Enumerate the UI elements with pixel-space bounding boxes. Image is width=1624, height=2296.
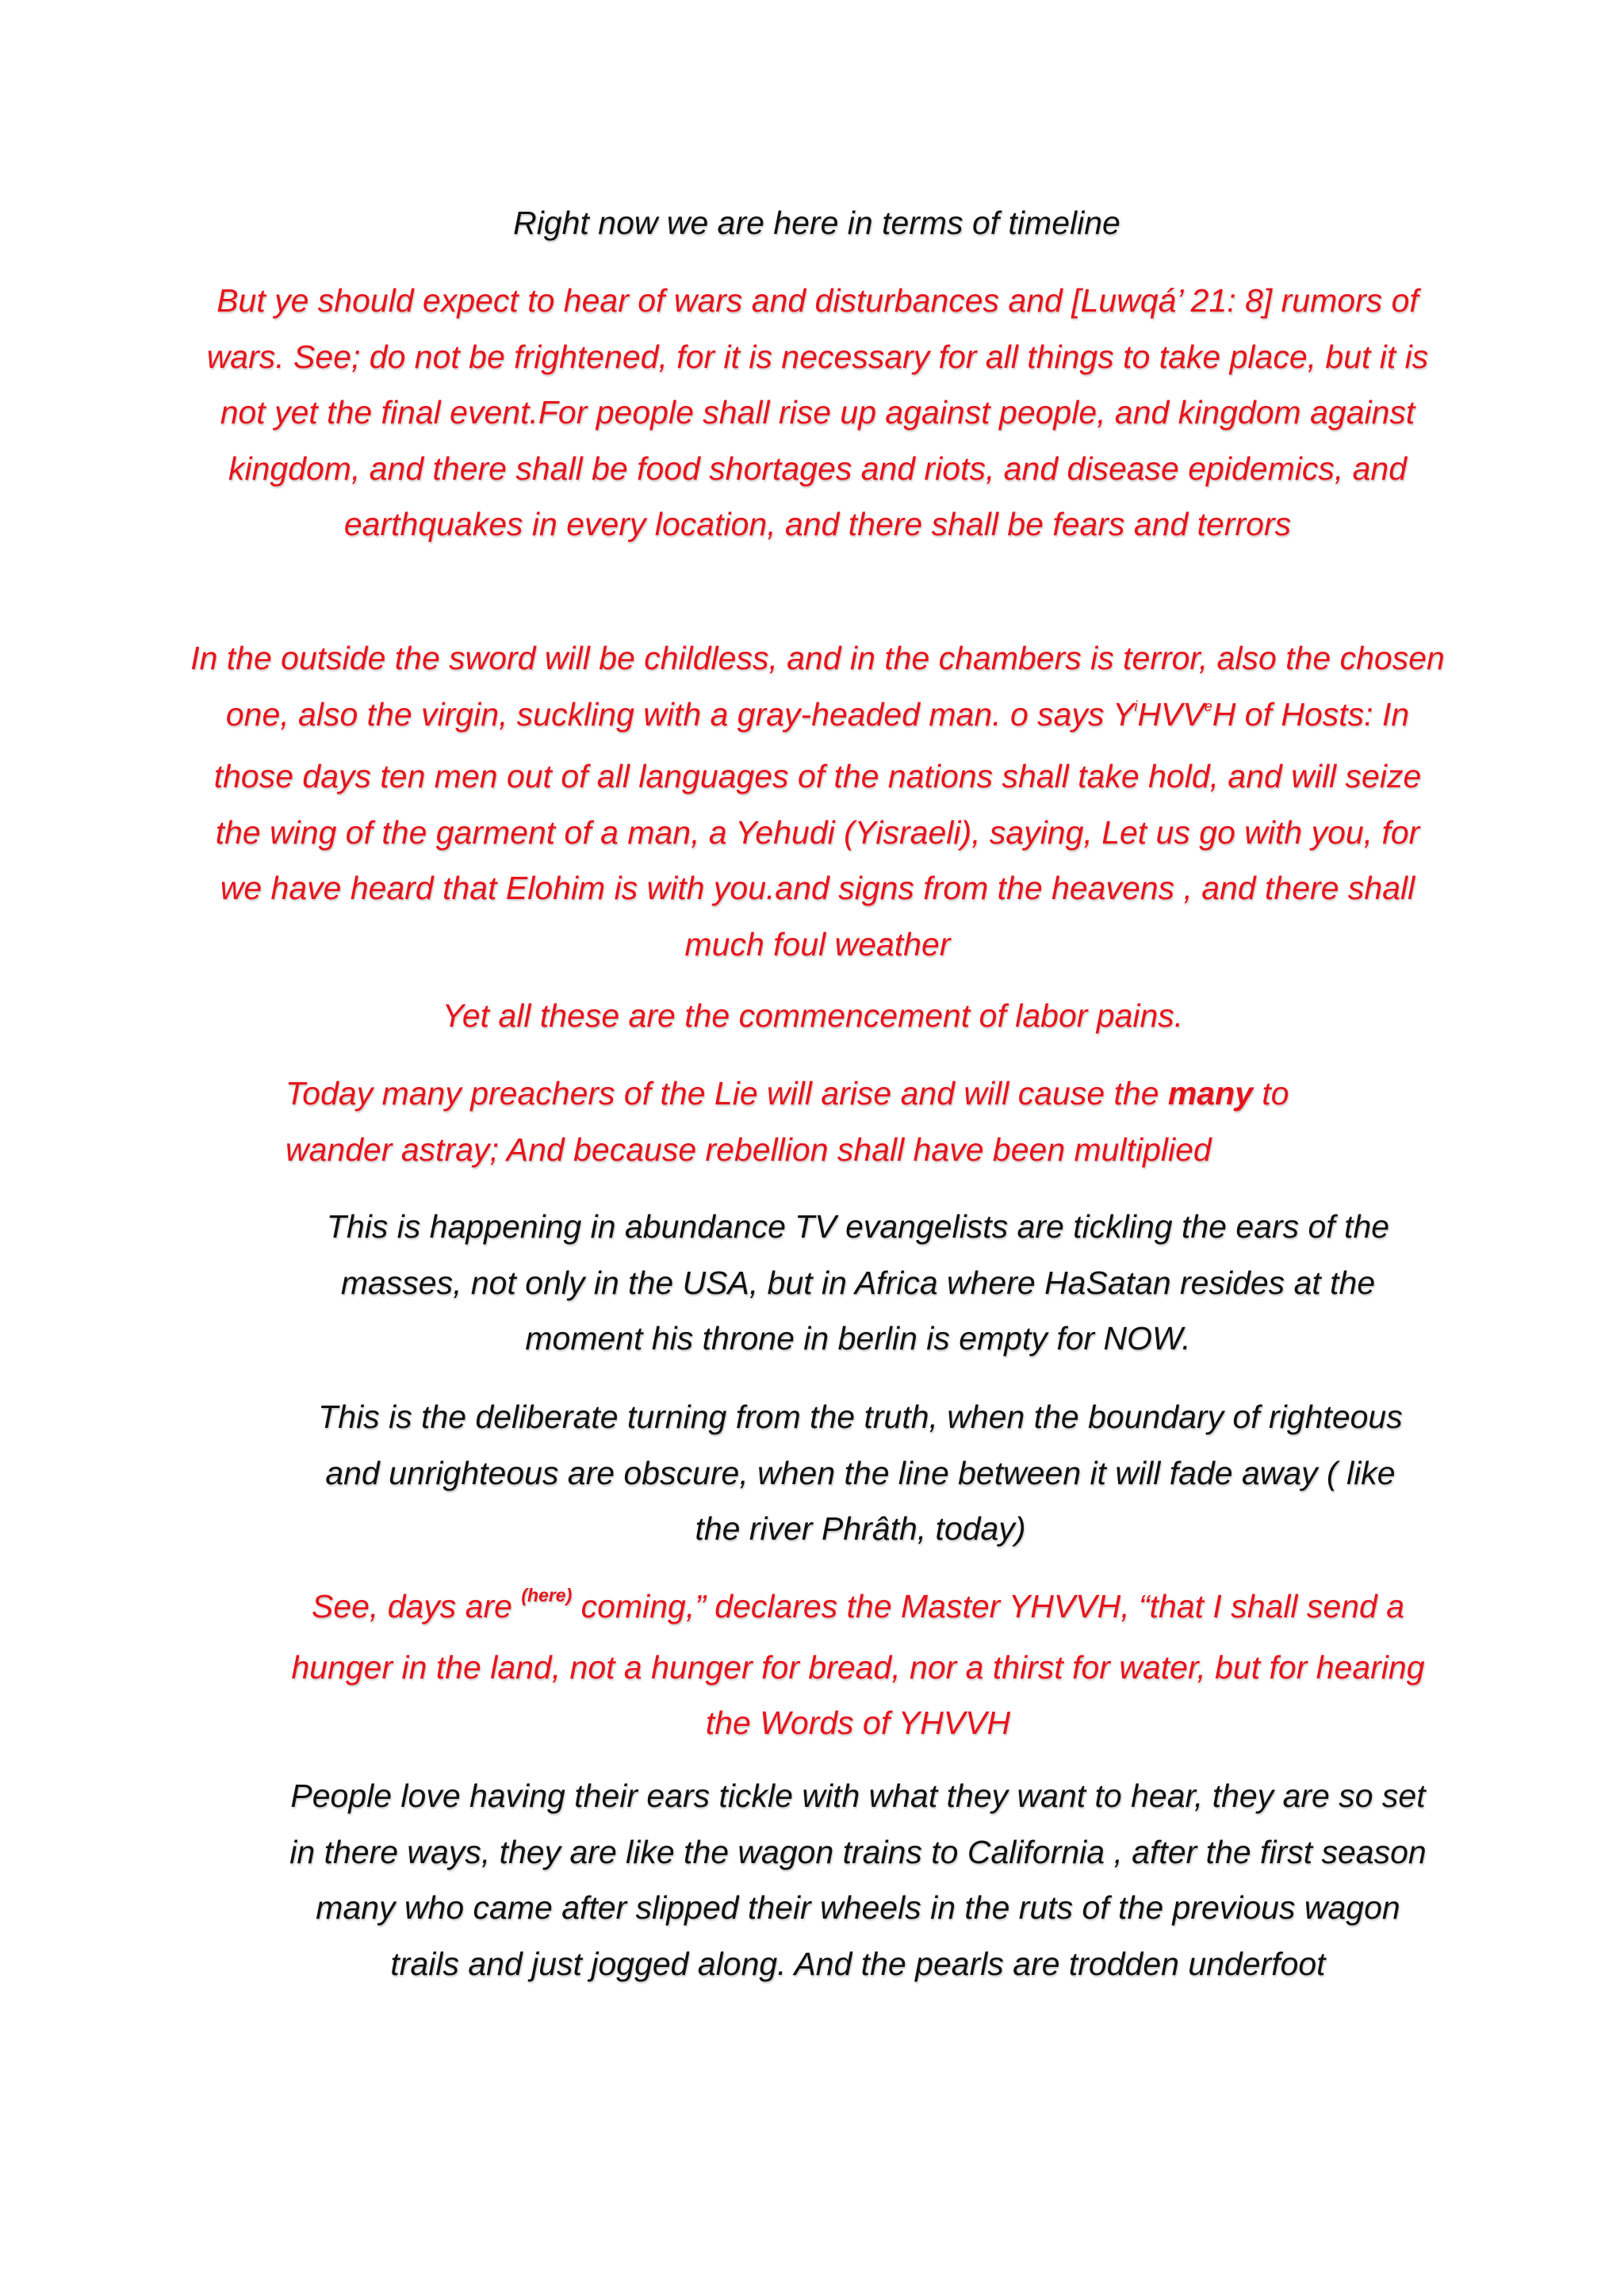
hunger-part-a: See, days are bbox=[311, 1588, 522, 1624]
preachers-part-b: to wander astray; And because rebellion shall have been multiplied bbox=[285, 1075, 1289, 1168]
timeline-heading: Right now we are here in terms of timeline bbox=[513, 205, 1120, 241]
scripture-wars-rumors: But ye should expect to hear of wars and disturbances and [Luwqá’ 21: 8] rumors of wars. See; do not be frightened, for it is necessary for all things to take place, but it is not yet the final event.For people shall rise up against people, and kingdom against kingdom, and there shall be food shortages and riots, and disease epidemics, and earthquakes in every location, and there shall be fears and terrors bbox=[206, 282, 1429, 542]
scripture-preachers-of-lie bbox=[285, 1066, 1364, 1177]
hunger-part-b: coming,” declares the Master YHVVH, “that I shall send a hunger in the land, not a hunger for bread, nor a thirst for water, but for hearing the Words of YHVVH bbox=[291, 1588, 1425, 1741]
superscript-i: i bbox=[1134, 698, 1138, 714]
commentary-tv-evangelists: This is happening in abundance TV evangelists are tickling the ears of the masses, not only in the USA, but in Africa where HaSatan resides at the moment his throne in berlin is empty for NOW. bbox=[326, 1208, 1390, 1357]
scripture-ten-men-part-c: H of Hosts: In those days ten men out of all languages of the nations shall take hold, and will seize the wing of the garment of a man, a Yehudi (Yisraeli), saying, Let us go with you, for we have heard that Elohim is with you.and signs from the heavens , and there shall much foul weather bbox=[213, 695, 1422, 962]
scripture-ten-men-part-b: HVV bbox=[1137, 695, 1205, 733]
superscript-e: e bbox=[1204, 698, 1212, 714]
commentary-wagon-trains: People love having their ears tickle with what they want to hear, they are so set in there ways, they are like the wagon trains to California , after the first season many who came after slipped their wheels in the ruts of the previous wagon trails and just jogged along. And the pearls are trodden underfoot bbox=[289, 1777, 1427, 1982]
preachers-part-a: Today many preachers of the Lie will arise and will cause the bbox=[285, 1075, 1168, 1112]
commentary-deliberate-turning: This is the deliberate turning from the truth, when the boundary of righteous and unrighteous are obscure, when the line between it will fade away ( like the river Phrâth, today) bbox=[318, 1399, 1403, 1547]
scripture-labor-pains: Yet all these are the commencement of labor pains. bbox=[442, 997, 1184, 1034]
superscript-here: (here) bbox=[521, 1585, 573, 1605]
scripture-ten-men-part-a: In the outside the sword will be childless, and in the chambers is terror, also the chosen one, also the virgin, suckling with a gray-headed man. o says Y bbox=[190, 640, 1445, 733]
scripture-hunger-for-words bbox=[287, 1578, 1429, 1751]
scripture-ten-men bbox=[190, 630, 1445, 972]
emphasis-many: many bbox=[1167, 1075, 1254, 1112]
